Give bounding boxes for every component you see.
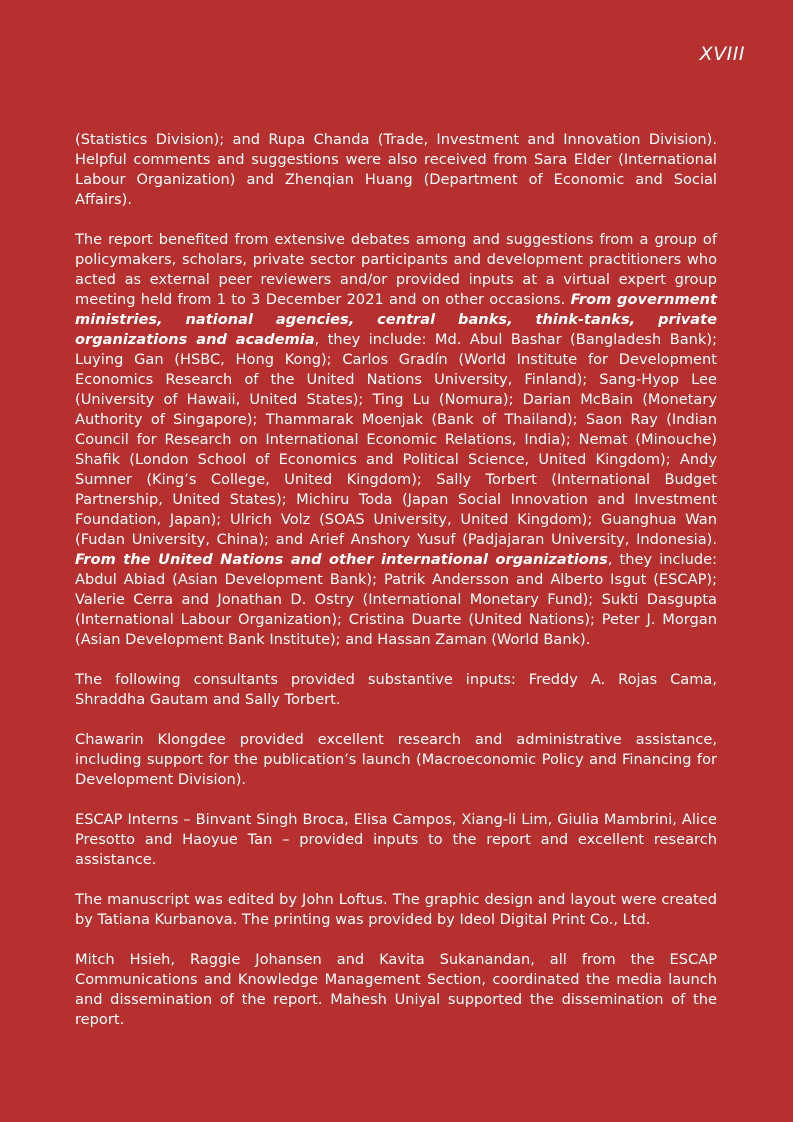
paragraph-consultants: The following consultants provided substantive inputs: Freddy A. Rojas Cama, Shraddha Gautam and Sally Torbert. <box>75 671 717 708</box>
paragraph-editing-design: The manuscript was edited by John Loftus. The graphic design and layout were created by Tatiana Kurbanova. The printing was provided by Ideol Digital Print Co., Ltd. <box>75 891 717 928</box>
paragraph-peer-reviewers <box>75 230 717 650</box>
paragraph-communications: Mitch Hsieh, Raggie Johansen and Kavita Sukanandan, all from the ESCAP Communications and Knowledge Management Section, coordinated the media launch and dissemination of the report. Mahesh Uniyal supported the dissemination of the report. <box>75 951 717 1028</box>
page-number: XVIII <box>699 43 745 65</box>
international-organizations-heading: From the United Nations and other international organizations <box>75 551 608 568</box>
international-organizations-list: , they include: Abdul Abiad (Asian Development Bank); Patrik Andersson and Alberto Isgut (ESCAP); Valerie Cerra and Jonathan D. Ostry (International Monetary Fund); Sukti Dasgupta (International Labour Organization); Cristina Duarte (United Nations); Peter J. Morgan (Asian Development Bank Institute); and Hassan Zaman (World Bank). <box>75 551 717 648</box>
peer-reviewers-intro: The report benefited from extensive debates among and suggestions from a group of policymakers, scholars, private sector participants and development practitioners who acted as external peer reviewers and/or provided inputs at a virtual expert group meeting held from 1 to 3 December 2021 and on other occasions. <box>75 231 717 308</box>
government-organizations-list: , they include: Md. Abul Bashar (Bangladesh Bank); Luying Gan (HSBC, Hong Kong); Carlos Gradín (World Institute for Development Economics Research of the United Nations University, Finland); Sang-Hyop Lee (University of Hawaii, United States); Ting Lu (Nomura); Darian McBain (Monetary Authority of Singapore); Thammarak Moenjak (Bank of Thailand); Saon Ray (Indian Council for Research on International Economic Relations, India); Nemat (Minouche) Shafik (London School of Economics and Political Science, United Kingdom); Andy Sumner (King’s College, United Kingdom); Sally Torbert (International Budget Partnership, United States); Michiru Toda (Japan Social Innovation and Investment Foundation, Japan); Ulrich Volz (SOAS University, United Kingdom); Guanghua Wan (Fudan University, China); and Arief Anshory Yusuf (Padjajaran University, Indonesia). <box>75 331 717 548</box>
acknowledgements-body <box>75 130 717 1050</box>
government-organizations-heading: From government ministries, national agencies, central banks, think-tanks, private organizations and academia <box>75 291 717 348</box>
paragraph-interns: ESCAP Interns – Binvant Singh Broca, Elisa Campos, Xiang-li Lim, Giulia Mambrini, Alice Presotto and Haoyue Tan – provided inputs to the report and excellent research assistance. <box>75 811 717 868</box>
paragraph-research-assistance: Chawarin Klongdee provided excellent research and administrative assistance, including support for the publication’s launch (Macroeconomic Policy and Financing for Development Division). <box>75 731 717 788</box>
paragraph-statistics-division: (Statistics Division); and Rupa Chanda (Trade, Investment and Innovation Division). Helpful comments and suggestions were also received from Sara Elder (International Labour Organization) and Zhenqian Huang (Department of Economic and Social Affairs). <box>75 131 717 208</box>
